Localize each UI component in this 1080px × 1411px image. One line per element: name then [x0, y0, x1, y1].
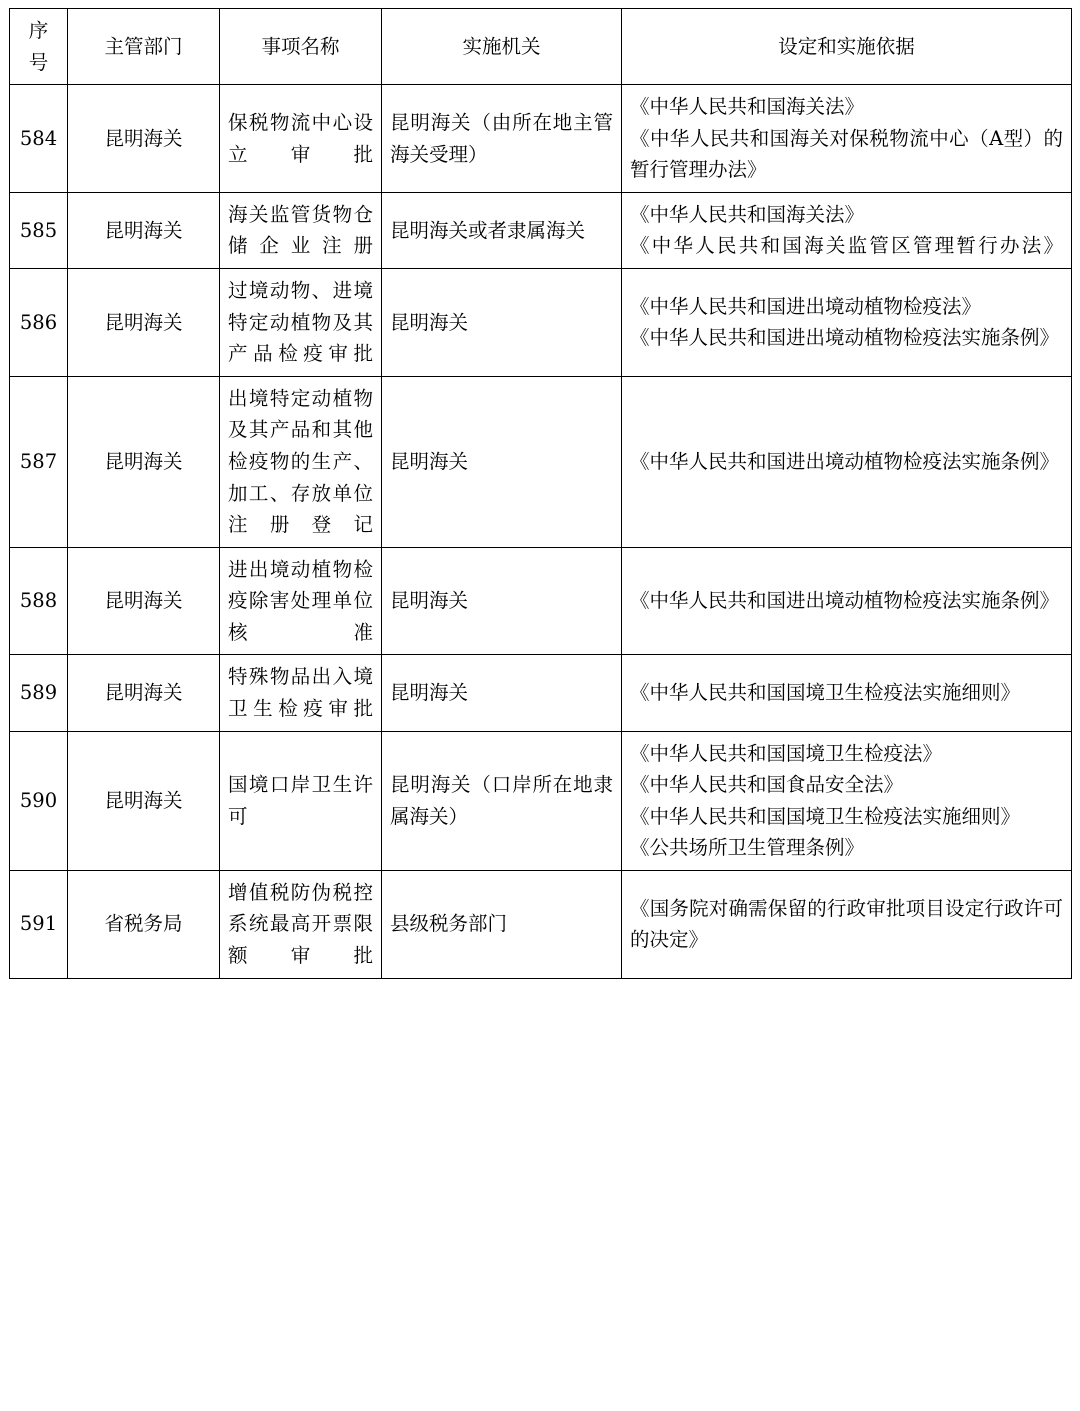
cell-department: 昆明海关 — [68, 192, 220, 268]
cell-basis — [622, 870, 1072, 978]
cell-sequence: 590 — [10, 731, 68, 870]
cell-department: 昆明海关 — [68, 85, 220, 193]
cell-basis — [622, 731, 1072, 870]
table-row — [10, 192, 1072, 268]
cell-implementing-agency: 昆明海关（由所在地主管海关受理） — [382, 85, 622, 193]
basis-line: 《中华人民共和国进出境动植物检疫法实施条例》 — [630, 449, 1060, 473]
table-row — [10, 269, 1072, 377]
cell-department: 省税务局 — [68, 870, 220, 978]
cell-implementing-agency: 昆明海关（口岸所在地隶属海关） — [382, 731, 622, 870]
cell-implementing-agency: 昆明海关 — [382, 655, 622, 731]
cell-implementing-agency: 昆明海关 — [382, 547, 622, 655]
basis-line: 《中华人民共和国海关对保税物流中心（A型）的暂行管理办法》 — [630, 126, 1063, 182]
cell-item-name: 增值税防伪税控系统最高开票限额审批 — [220, 870, 382, 978]
table-row — [10, 655, 1072, 731]
cell-item-name: 国境口岸卫生许可 — [220, 731, 382, 870]
cell-sequence: 584 — [10, 85, 68, 193]
cell-basis — [622, 376, 1072, 547]
column-header-sequence-line2: 号 — [28, 50, 49, 74]
basis-line: 《中华人民共和国进出境动植物检疫法实施条例》 — [630, 326, 1060, 350]
basis-line: 《中华人民共和国国境卫生检疫法实施细则》 — [630, 804, 1021, 828]
cell-sequence: 585 — [10, 192, 68, 268]
cell-basis — [622, 85, 1072, 193]
basis-line: 《中华人民共和国海关监管区管理暂行办法》 — [630, 234, 1063, 258]
cell-implementing-agency: 昆明海关或者隶属海关 — [382, 192, 622, 268]
cell-item-name: 海关监管货物仓储企业注册 — [220, 192, 382, 268]
table-row — [10, 547, 1072, 655]
table-row — [10, 870, 1072, 978]
cell-department: 昆明海关 — [68, 547, 220, 655]
document-page — [0, 8, 1080, 1411]
cell-sequence: 587 — [10, 376, 68, 547]
basis-line: 《中华人民共和国进出境动植物检疫法》 — [630, 294, 982, 318]
cell-sequence: 591 — [10, 870, 68, 978]
cell-basis — [622, 192, 1072, 268]
cell-department: 昆明海关 — [68, 731, 220, 870]
table-row — [10, 85, 1072, 193]
cell-department: 昆明海关 — [68, 376, 220, 547]
column-header-sequence — [10, 9, 68, 85]
cell-item-name: 特殊物品出入境卫生检疫审批 — [220, 655, 382, 731]
basis-line: 《中华人民共和国进出境动植物检疫法实施条例》 — [630, 589, 1060, 613]
column-header-implementing-agency: 实施机关 — [382, 9, 622, 85]
administrative-approval-table — [9, 8, 1072, 979]
column-header-basis: 设定和实施依据 — [622, 9, 1072, 85]
cell-sequence: 588 — [10, 547, 68, 655]
cell-item-name: 出境特定动植物及其产品和其他检疫物的生产、加工、存放单位注册登记 — [220, 376, 382, 547]
basis-line: 《中华人民共和国海关法》 — [630, 202, 865, 226]
cell-item-name: 保税物流中心设立审批 — [220, 85, 382, 193]
cell-sequence: 589 — [10, 655, 68, 731]
table-header — [10, 9, 1072, 85]
basis-line: 《国务院对确需保留的行政审批项目设定行政许可的决定》 — [630, 896, 1063, 952]
column-header-department: 主管部门 — [68, 9, 220, 85]
table-body — [10, 85, 1072, 978]
cell-department: 昆明海关 — [68, 269, 220, 377]
column-header-item-name: 事项名称 — [220, 9, 382, 85]
cell-basis — [622, 655, 1072, 731]
basis-line: 《中华人民共和国海关法》 — [630, 95, 865, 119]
table-row — [10, 731, 1072, 870]
cell-basis — [622, 547, 1072, 655]
basis-line: 《公共场所卫生管理条例》 — [630, 836, 865, 860]
cell-implementing-agency: 昆明海关 — [382, 269, 622, 377]
cell-implementing-agency: 县级税务部门 — [382, 870, 622, 978]
cell-item-name: 过境动物、进境特定动植物及其产品检疫审批 — [220, 269, 382, 377]
basis-line: 《中华人民共和国食品安全法》 — [630, 773, 904, 797]
table-header-row — [10, 9, 1072, 85]
table-row — [10, 376, 1072, 547]
basis-line: 《中华人民共和国国境卫生检疫法实施细则》 — [630, 681, 1021, 705]
basis-line: 《中华人民共和国国境卫生检疫法》 — [630, 741, 943, 765]
cell-basis — [622, 269, 1072, 377]
cell-department: 昆明海关 — [68, 655, 220, 731]
column-header-sequence-line1: 序 — [28, 19, 49, 42]
cell-item-name: 进出境动植物检疫除害处理单位核准 — [220, 547, 382, 655]
cell-implementing-agency: 昆明海关 — [382, 376, 622, 547]
cell-sequence: 586 — [10, 269, 68, 377]
